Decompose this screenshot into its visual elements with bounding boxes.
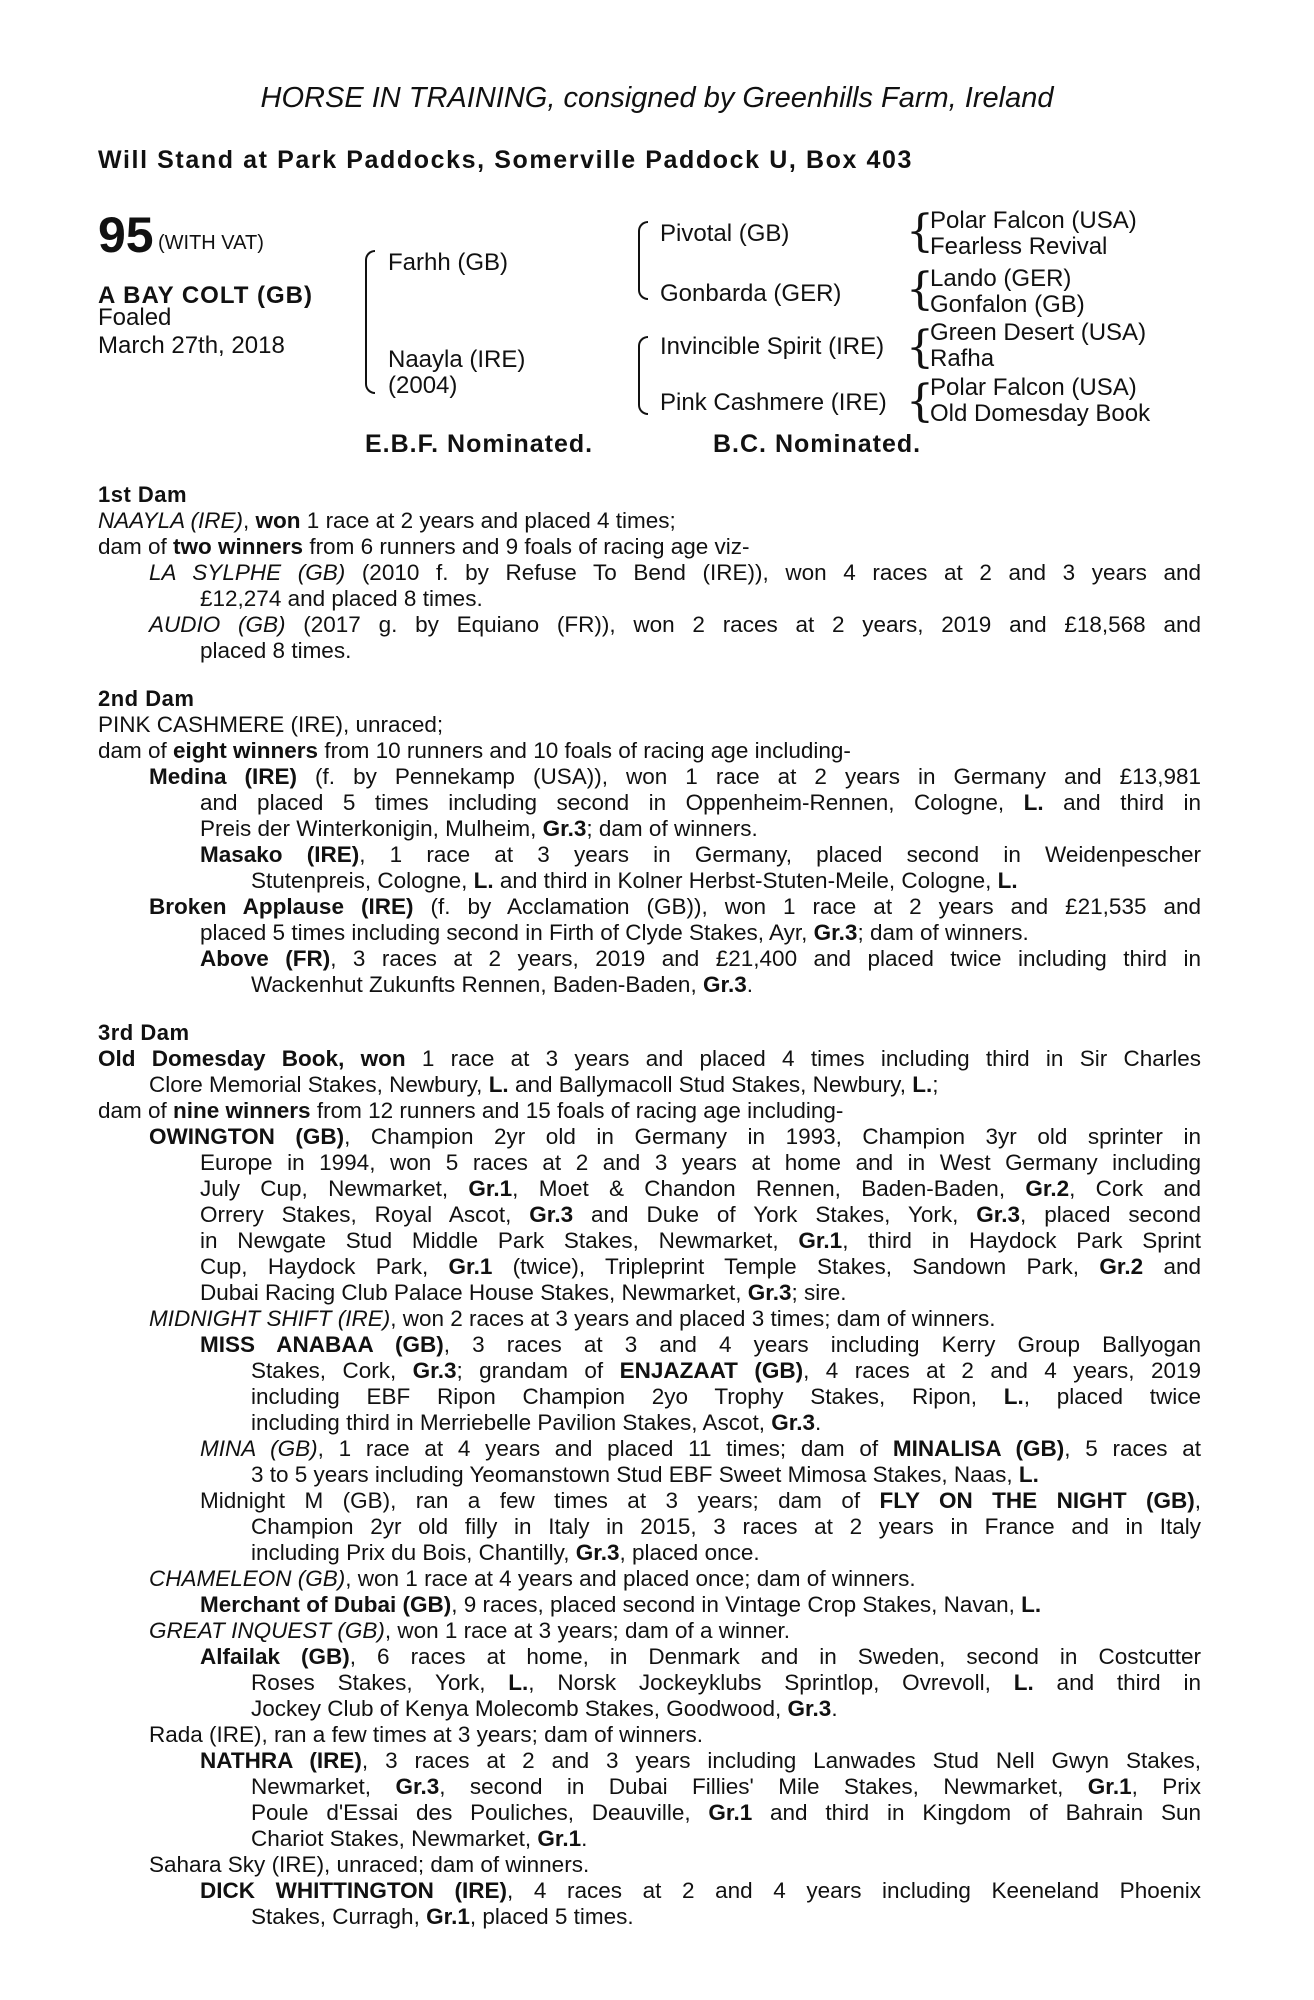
- above-entry: Above (FR), 3 races at 2 years, 2019 and £21,400 and placed twice including third in: [200, 946, 1201, 971]
- lot-number: 95: [98, 207, 154, 263]
- owington-line-6: Cup, Haydock Park, Gr.1 (twice), Tripleprint Temple Stakes, Sandown Park, Gr.2 and: [200, 1254, 1202, 1279]
- pedigree-sire: Farhh (GB): [388, 249, 509, 276]
- pedigree-gen3-3: Lando (GER): [930, 265, 1072, 292]
- first-dam-line: NAAYLA (IRE), won 1 race at 2 years and placed 4 times;: [98, 508, 676, 533]
- merchant-of-dubai-entry: Merchant of Dubai (GB), 9 races, placed second in Vintage Crop Stakes, Navan, L.: [200, 1592, 1042, 1617]
- alfailak-line-2: Roses Stakes, York, L., Norsk Jockeyklubs Sprintlop, Ovrevoll, L. and third in: [251, 1670, 1202, 1695]
- pedigree-brace-2: {: [906, 264, 934, 315]
- old-domesday-book-entry: Old Domesday Book, won 1 race at 3 years and placed 4 times including third in Sir Charles: [98, 1046, 1201, 1071]
- pedigree-gen3-1: Polar Falcon (USA): [930, 207, 1137, 234]
- foaled-date: March 27th, 2018: [98, 332, 285, 359]
- chameleon-entry: CHAMELEON (GB), won 1 race at 4 years and placed once; dam of winners.: [149, 1566, 916, 1591]
- page-title: HORSE IN TRAINING, consigned by Greenhills Farm, Ireland: [260, 82, 1054, 114]
- midnight-shift-entry: MIDNIGHT SHIFT (IRE), won 2 races at 3 years and placed 3 times; dam of winners.: [149, 1306, 996, 1331]
- pedigree-gen3-7: Polar Falcon (USA): [930, 374, 1137, 401]
- nathra-line-3: Poule d'Essai des Pouliches, Deauville, Gr.1 and third in Kingdom of Bahrain Sun: [251, 1800, 1201, 1825]
- masako-line-2: Stutenpreis, Cologne, L. and third in Kolner Herbst-Stuten-Meile, Cologne, L.: [251, 868, 1018, 893]
- miss-anabaa-line-4: including third in Merriebelle Pavilion Stakes, Ascot, Gr.3.: [251, 1410, 822, 1435]
- audio-cont: placed 8 times.: [200, 638, 352, 663]
- pedigree-gen3-5: Green Desert (USA): [930, 319, 1147, 346]
- medina-line-3: Preis der Winterkonigin, Mulheim, Gr.3; dam of winners.: [200, 816, 758, 841]
- sahara-sky-entry: Sahara Sky (IRE), unraced; dam of winners.: [149, 1852, 590, 1877]
- pedigree-dam-year: (2004): [388, 372, 458, 399]
- pedigree-gen3-2: Fearless Revival: [930, 233, 1108, 260]
- second-dam-line: PINK CASHMERE (IRE), unraced;: [98, 712, 444, 737]
- pedigree-brace-1: {: [906, 206, 934, 257]
- mina-entry: MINA (GB), 1 race at 4 years and placed 11 times; dam of MINALISA (GB), 5 races at: [200, 1436, 1201, 1461]
- pedigree-dam-dam: Pink Cashmere (IRE): [660, 389, 887, 416]
- midnight-m-line-3: including Prix du Bois, Chantilly, Gr.3, placed once.: [251, 1540, 760, 1565]
- alfailak-entry: Alfailak (GB), 6 races at home, in Denmark and in Sweden, second in Costcutter: [200, 1644, 1201, 1669]
- pedigree-brace-3: {: [906, 322, 934, 373]
- pedigree-sire-sire: Pivotal (GB): [660, 220, 790, 247]
- rada-entry: Rada (IRE), ran a few times at 3 years; dam of winners.: [149, 1722, 703, 1747]
- lot-description: A BAY COLT (GB): [98, 282, 314, 309]
- mina-line-2: 3 to 5 years including Yeomanstown Stud EBF Sweet Mimosa Stakes, Naas, L.: [251, 1462, 1039, 1487]
- owington-line-7: Dubai Racing Club Palace House Stakes, Newmarket, Gr.3; sire.: [200, 1280, 847, 1305]
- pedigree-brace-4: {: [906, 376, 934, 427]
- pedigree-bracket-sire: [638, 221, 648, 300]
- pedigree-bracket-dam: [638, 336, 648, 415]
- masako-entry: Masako (IRE), 1 race at 3 years in Germany, placed second in Weidenpescher: [200, 842, 1201, 867]
- midnight-m-entry: Midnight M (GB), ran a few times at 3 years; dam of FLY ON THE NIGHT (GB),: [200, 1488, 1201, 1513]
- bc-nominated: B.C. Nominated.: [713, 430, 922, 458]
- miss-anabaa-line-3: including EBF Ripon Champion 2yo Trophy Stakes, Ripon, L., placed twice: [251, 1384, 1201, 1409]
- great-inquest-entry: GREAT INQUEST (GB), won 1 race at 3 years; dam of a winner.: [149, 1618, 791, 1643]
- dick-whittington-line-2: Stakes, Curragh, Gr.1, placed 5 times.: [251, 1904, 634, 1929]
- pedigree-gen3-4: Gonfalon (GB): [930, 291, 1085, 318]
- owington-line-4: Orrery Stakes, Royal Ascot, Gr.3 and Duke of York Stakes, York, Gr.3, placed second: [200, 1202, 1201, 1227]
- alfailak-line-3: Jockey Club of Kenya Molecomb Stakes, Goodwood, Gr.3.: [251, 1696, 838, 1721]
- pedigree-gen3-6: Rafha: [930, 345, 995, 372]
- midnight-m-line-2: Champion 2yr old filly in Italy in 2015, 3 races at 2 years in France and in Italy: [251, 1514, 1201, 1539]
- second-dam-heading: 2nd Dam: [98, 686, 195, 711]
- la-sylphe-cont: £12,274 and placed 8 times.: [200, 586, 483, 611]
- dick-whittington-entry: DICK WHITTINGTON (IRE), 4 races at 2 and 4 years including Keeneland Phoenix: [200, 1878, 1201, 1903]
- broken-applause-line-2: placed 5 times including second in Firth of Clyde Stakes, Ayr, Gr.3; dam of winners.: [200, 920, 1029, 945]
- audio-entry: AUDIO (GB) (2017 g. by Equiano (FR)), won 2 races at 2 years, 2019 and £18,568 and: [149, 612, 1201, 637]
- owington-line-3: July Cup, Newmarket, Gr.1, Moet & Chandon Rennen, Baden-Baden, Gr.2, Cork and: [200, 1176, 1201, 1201]
- pedigree-dam-sire: Invincible Spirit (IRE): [660, 333, 885, 360]
- medina-entry: Medina (IRE) (f. by Pennekamp (USA)), won 1 race at 2 years in Germany and £13,981: [149, 764, 1201, 789]
- pedigree-dam: Naayla (IRE): [388, 346, 526, 373]
- foaled-label: Foaled: [98, 304, 172, 331]
- miss-anabaa-entry: MISS ANABAA (GB), 3 races at 3 and 4 years including Kerry Group Ballyogan: [200, 1332, 1201, 1357]
- la-sylphe-entry: LA SYLPHE (GB) (2010 f. by Refuse To Bend (IRE)), won 4 races at 2 and 3 years and: [149, 560, 1201, 585]
- owington-line-2: Europe in 1994, won 5 races at 2 and 3 years at home and in West Germany including: [200, 1150, 1201, 1175]
- broken-applause-entry: Broken Applause (IRE) (f. by Acclamation (GB)), won 1 race at 2 years and £21,535 and: [149, 894, 1202, 919]
- pedigree-sire-dam: Gonbarda (GER): [660, 280, 842, 307]
- nathra-entry: NATHRA (IRE), 3 races at 2 and 3 years including Lanwades Stud Nell Gwyn Stakes,: [200, 1748, 1202, 1773]
- lot-vat: (WITH VAT): [158, 232, 264, 254]
- miss-anabaa-line-2: Stakes, Cork, Gr.3; grandam of ENJAZAAT (GB), 4 races at 2 and 4 years, 2019: [251, 1358, 1202, 1383]
- pedigree-bracket-main: [365, 250, 375, 394]
- nathra-line-2: Newmarket, Gr.3, second in Dubai Fillies' Mile Stakes, Newmarket, Gr.1, Prix: [251, 1774, 1201, 1799]
- medina-line-2: and placed 5 times including second in Oppenheim-Rennen, Cologne, L. and third in: [200, 790, 1202, 815]
- above-line-2: Wackenhut Zukunfts Rennen, Baden-Baden, Gr.3.: [251, 972, 753, 997]
- stand-location: Will Stand at Park Paddocks, Somerville Paddock U, Box 403: [98, 146, 914, 174]
- ebf-nominated: E.B.F. Nominated.: [365, 430, 594, 458]
- pedigree-gen3-8: Old Domesday Book: [930, 400, 1151, 427]
- owington-line-5: in Newgate Stud Middle Park Stakes, Newmarket, Gr.1, third in Haydock Park Sprint: [200, 1228, 1202, 1253]
- third-dam-produce-line: dam of nine winners from 12 runners and 15 foals of racing age including-: [98, 1098, 844, 1123]
- nathra-line-4: Chariot Stakes, Newmarket, Gr.1.: [251, 1826, 588, 1851]
- first-dam-heading: 1st Dam: [98, 482, 188, 507]
- third-dam-heading: 3rd Dam: [98, 1020, 190, 1045]
- old-domesday-book-line-2: Clore Memorial Stakes, Newbury, L. and Ballymacoll Stud Stakes, Newbury, L.;: [149, 1072, 939, 1097]
- owington-entry: OWINGTON (GB), Champion 2yr old in Germany in 1993, Champion 3yr old sprinter in: [149, 1124, 1201, 1149]
- first-dam-produce-line: dam of two winners from 6 runners and 9 foals of racing age viz-: [98, 534, 750, 559]
- second-dam-produce-line: dam of eight winners from 10 runners and 10 foals of racing age including-: [98, 738, 851, 763]
